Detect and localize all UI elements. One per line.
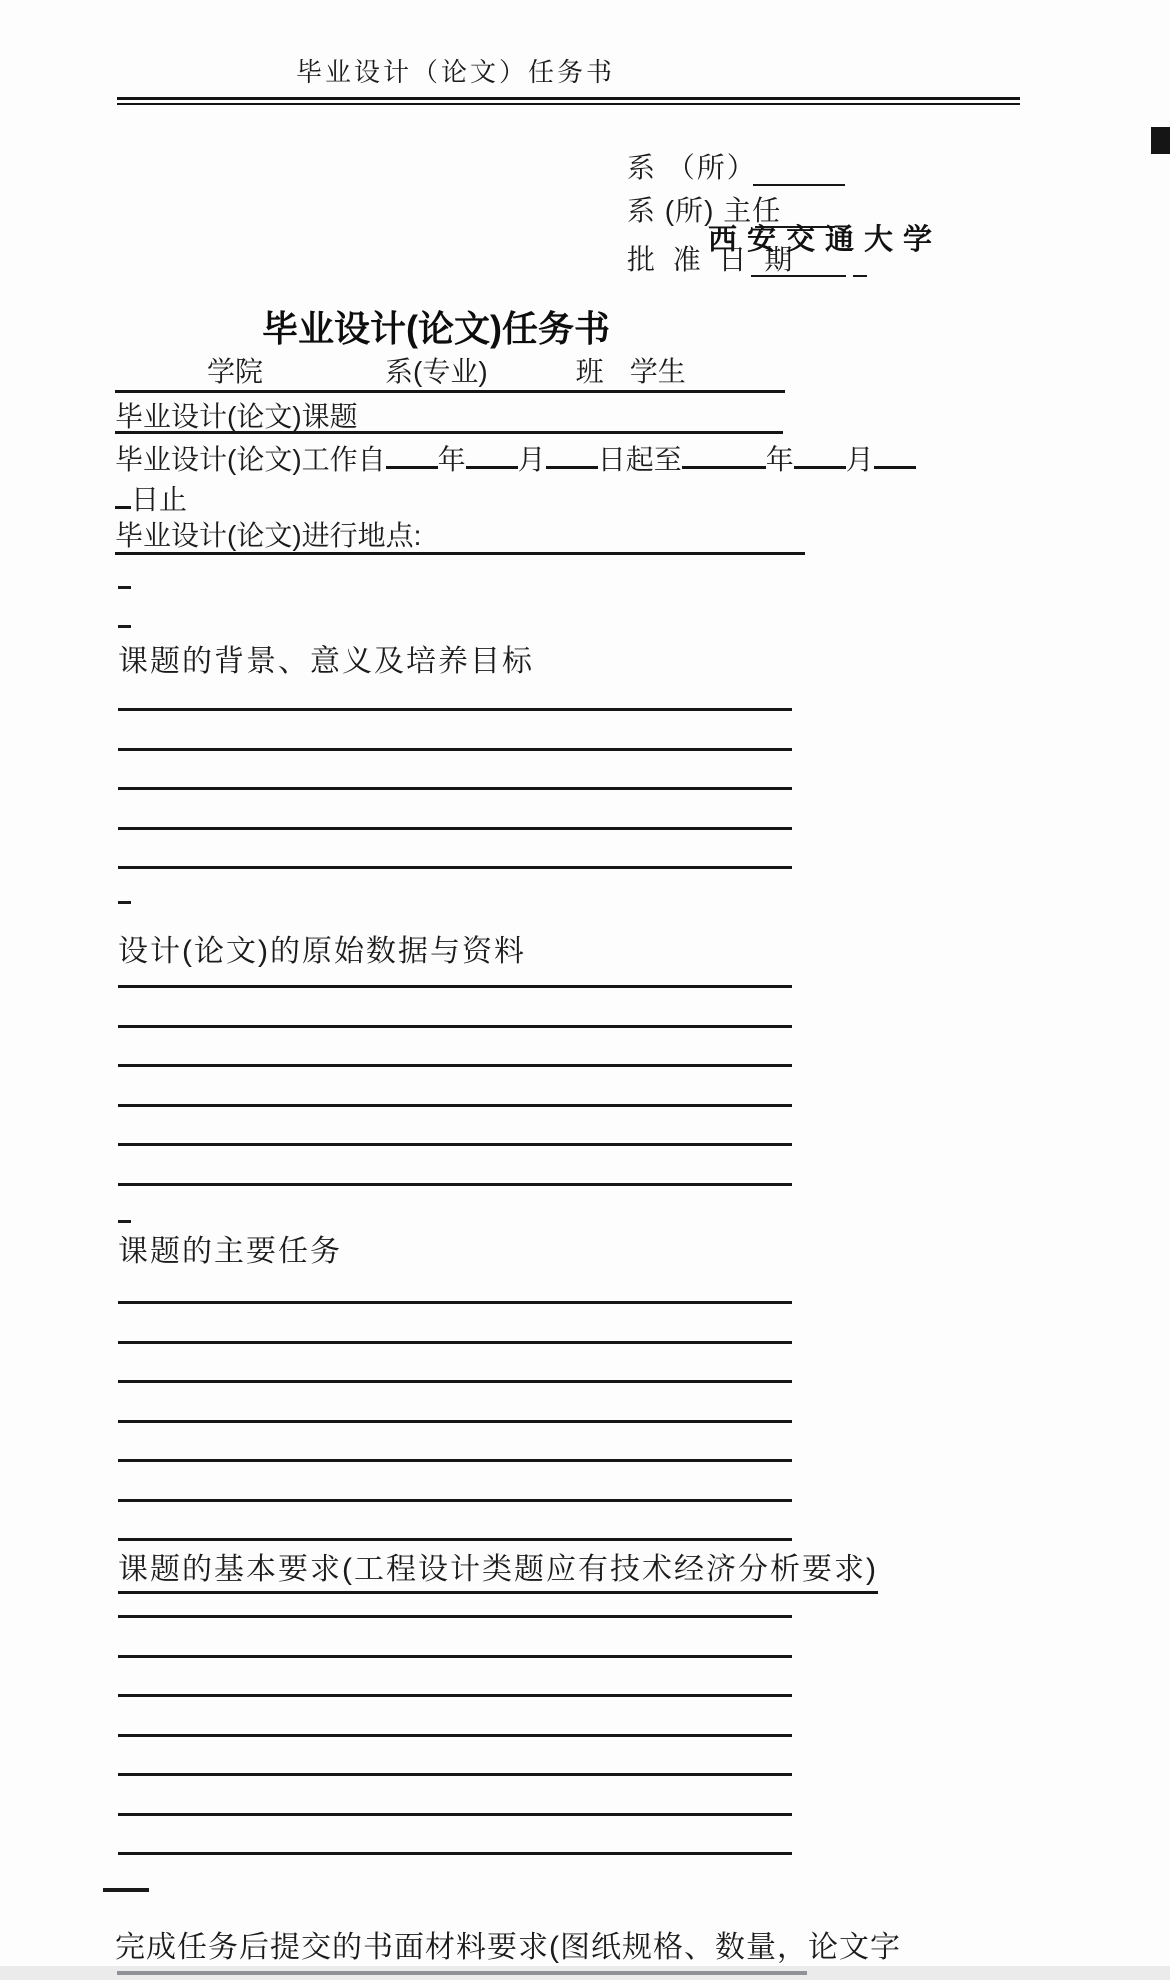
header-double-rule: [117, 97, 1020, 105]
from-label: 日起至: [597, 444, 682, 475]
topic-label: 毕业设计(论文)课题: [115, 401, 358, 432]
month2-label: 月: [845, 444, 874, 475]
blank-writing-line: [118, 1025, 792, 1028]
duration-end-row: [115, 478, 188, 515]
stray-dash-mark: [103, 1888, 149, 1892]
dept-head-label: 系 (所) 主任: [627, 195, 782, 226]
stray-dash-mark: [118, 901, 131, 904]
blank-writing-line: [118, 985, 792, 988]
blank-writing-line: [118, 708, 792, 711]
month-from-blank: [466, 440, 518, 469]
blank-writing-line: [118, 1813, 792, 1816]
section-heading: 课题的基本要求(工程设计类题应有技术经济分析要求): [118, 1544, 878, 1594]
department-label: 系(专业): [385, 356, 488, 387]
year1-label: 年: [437, 444, 466, 475]
blank-writing-line: [118, 787, 792, 790]
month1-label: 月: [517, 444, 546, 475]
stray-dash-mark: [118, 1220, 131, 1223]
blank-writing-line: [118, 866, 792, 869]
student-label: 学生: [629, 356, 686, 387]
blank-writing-line: [118, 1341, 792, 1344]
blank-writing-line: [118, 1420, 792, 1423]
day-from-blank: [546, 440, 598, 469]
info-fill-row: [115, 352, 785, 393]
blank-writing-line: [118, 1064, 792, 1067]
bottom-cut-line: [117, 1971, 807, 1975]
approval-date-blank-tick: [853, 275, 867, 277]
blank-writing-line: [118, 1499, 792, 1502]
section-heading: 课题的背景、意义及培养目标: [118, 645, 534, 678]
main-title: 毕业设计(论文)任务书: [262, 308, 610, 349]
blank-writing-line: [118, 1852, 792, 1855]
day-end-label: 日止: [131, 484, 188, 515]
year-from-blank: [386, 440, 438, 469]
approval-date-label: 批 准 日 期: [627, 244, 798, 275]
day-end-blank: [115, 480, 131, 509]
blank-writing-line: [118, 1380, 792, 1383]
university-name-overprint: 西安交通大学: [708, 224, 943, 256]
blank-writing-line: [118, 1143, 792, 1146]
day-to-blank: [874, 440, 916, 469]
dept-blank-line: [753, 184, 845, 186]
section-heading: 设计(论文)的原始数据与资料: [118, 935, 526, 968]
blank-writing-line: [118, 1734, 792, 1737]
year2-label: 年: [765, 444, 794, 475]
blank-writing-line: [118, 1104, 792, 1107]
stray-dash-mark: [118, 586, 131, 589]
blank-writing-line: [118, 748, 792, 751]
location-label: 毕业设计(论文)进行地点:: [115, 520, 422, 551]
topic-fill-row: [115, 395, 783, 434]
stray-dash-mark: [118, 625, 131, 628]
blank-writing-line: [118, 827, 792, 830]
section-heading: 课题的主要任务: [118, 1235, 342, 1268]
blank-writing-line: [118, 1538, 792, 1541]
blank-writing-line: [118, 1615, 792, 1618]
month-to-blank: [794, 440, 846, 469]
blank-writing-line: [118, 1655, 792, 1658]
blank-writing-line: [118, 1694, 792, 1697]
approval-date-blank-line: [751, 275, 846, 277]
footer-requirements-text: 完成任务后提交的书面材料要求(图纸规格、数量，论文字: [115, 1931, 901, 1964]
class-label: 班: [575, 356, 604, 387]
scan-artifact-mark: [1151, 127, 1170, 154]
duration-fill-row: [115, 438, 916, 475]
college-label: 学院: [207, 356, 264, 387]
page-header-title: 毕业设计（论文）任务书: [296, 57, 616, 87]
year-to-blank: [682, 440, 766, 469]
location-fill-row: [115, 514, 805, 555]
blank-writing-line: [118, 1183, 792, 1186]
blank-writing-line: [118, 1459, 792, 1462]
duration-prefix: 毕业设计(论文)工作自: [115, 444, 386, 475]
dept-label: 系 （所）: [627, 152, 757, 183]
blank-writing-line: [118, 1773, 792, 1776]
blank-writing-line: [118, 1301, 792, 1304]
